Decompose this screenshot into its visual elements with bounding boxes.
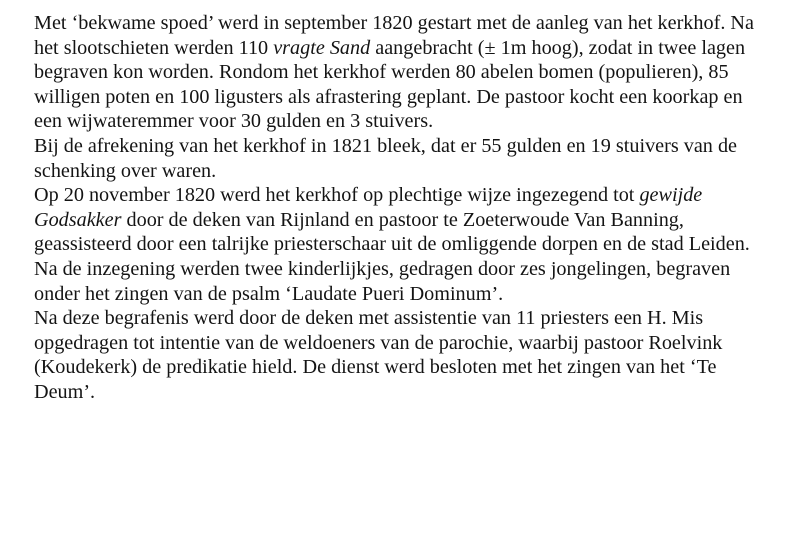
paragraph-text: Op 20 november 1820 werd het kerkhof op plechtige wijze ingezegend tot: [34, 184, 640, 207]
paragraph-text: Na deze begrafenis werd door de deken met assistentie van 11 priesters een H. Mis opgedragen tot intentie van de weldoeners van de parochie, waarbij pastoor Roelvink (Koudekerk) de predikatie hield. De dienst werd besloten met het zingen van het ‘Te Deum’.: [34, 307, 723, 403]
paragraph-text: Na de inzegening werden twee kinderlijkjes, gedragen door zes jongelingen, begraven onder het zingen van de psalm ‘Laudate Pueri Dominum’.: [34, 257, 731, 305]
body-text: [34, 11, 772, 405]
paragraph-mis-te-deum: [34, 306, 772, 404]
paragraph-text: Met ‘bekwame spoed’ werd in september 1820 gestart met de aanleg van het kerkhof. Na het slootschieten werden 110: [34, 12, 754, 59]
paragraph-kinderlijkjes: [34, 257, 772, 306]
italic-phrase: vragte Sand: [273, 36, 371, 59]
paragraph-text: door de deken van Rijnland en pastoor te Zoeterwoude Van Banning, geassisteerd door een talrijke priesterschaar uit de omliggende dorpen en de stad Leiden.: [34, 208, 750, 256]
paragraph-inzegening-datum: [34, 183, 772, 257]
paragraph-text: Bij de afrekening van het kerkhof in 1821 bleek, dat er 55 gulden en 19 stuivers van de schenking over waren.: [34, 134, 737, 182]
paragraph-afrekening: [34, 134, 772, 183]
italic-phrase: gewijde Godsakker: [34, 184, 703, 231]
paragraph-text: aangebracht (± 1m hoog), zodat in twee lagen begraven kon worden. Rondom het kerkhof werden 80 abelen bomen (populieren), 85 willigen poten en 100 ligusters als afrastering geplant. De pastoor kocht een koorkap en een wijwateremmer voor 30 gulden en 3 stuivers.: [34, 36, 746, 133]
paragraph-aanleg-kerkhof: [34, 11, 772, 134]
